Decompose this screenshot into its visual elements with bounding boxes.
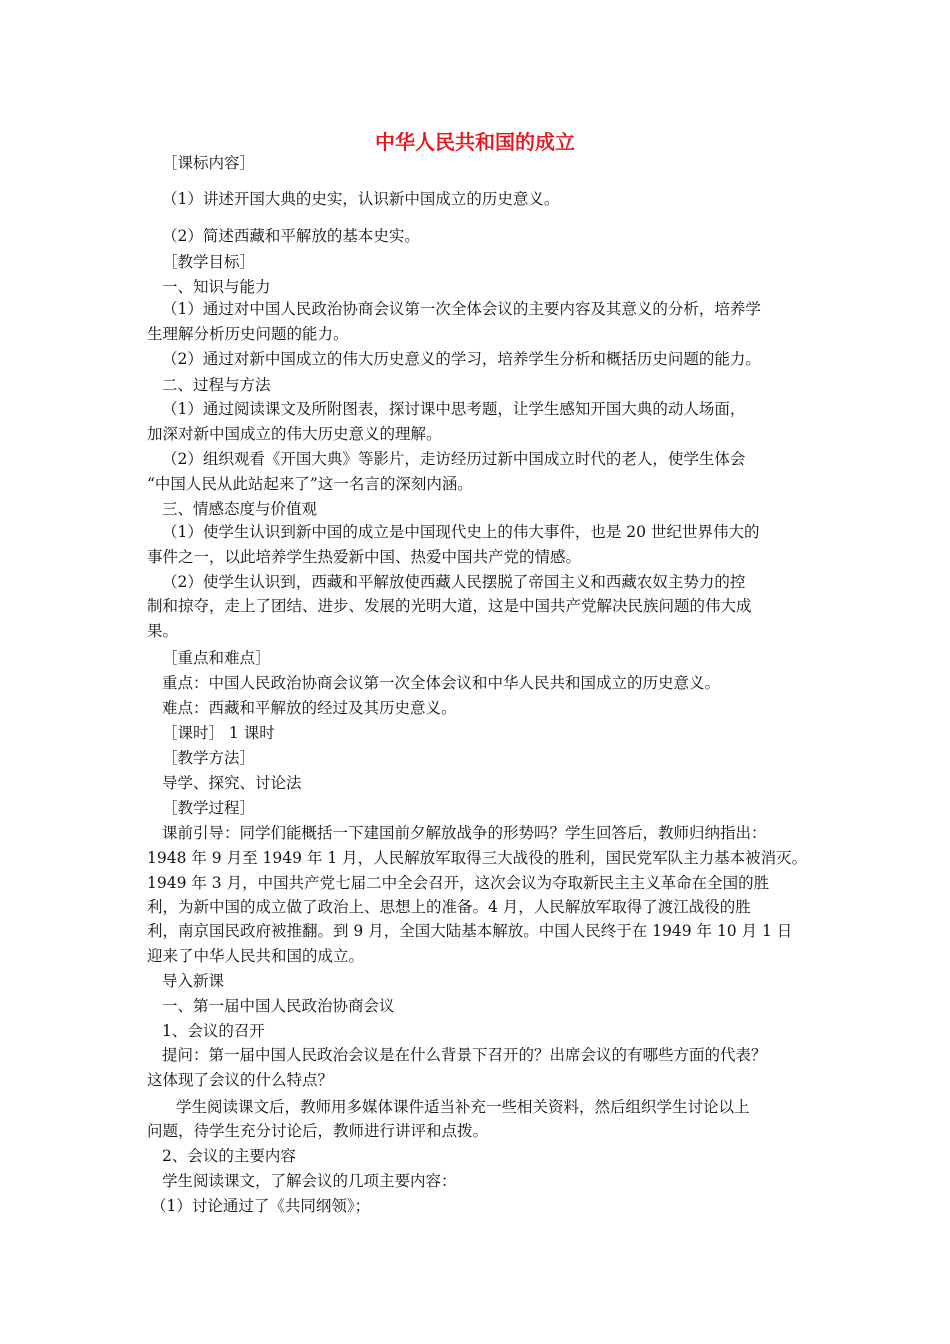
text-line: 学生阅读课文，了解会议的几项主要内容： (162, 1172, 457, 1190)
text-line: 课前引导：同学们能概括一下建国前夕解放战争的形势吗？学生回答后，教师归纳指出： (162, 824, 767, 842)
text-line: 1948 年 9 月至 1949 年 1 月，人民解放军取得三大战役的胜利，国民党军队主力基本被消灭。 (147, 849, 808, 867)
text-line: 问题，待学生充分讨论后，教师进行讲评和点拨。 (147, 1122, 489, 1140)
text-line: （1）讨论通过了《共同纲领》； (151, 1197, 371, 1215)
text-line: （2）简述西藏和平解放的基本史实。 (162, 227, 420, 245)
text-line: 一、知识与能力 (162, 278, 271, 296)
text-line: 学生阅读课文后，教师用多媒体课件适当补充一些相关资料，然后组织学生讨论以上 (176, 1098, 750, 1116)
text-line: ［课标内容］ (162, 154, 256, 172)
text-line: 加深对新中国成立的伟大历史意义的理解。 (147, 425, 442, 443)
text-line: 1949 年 3 月，中国共产党七届二中全会召开，这次会议为夺取新民主主义革命在全国的胜 (147, 874, 770, 892)
text-line: （1）讲述开国大典的史实，认识新中国成立的历史意义。 (162, 190, 560, 208)
text-line: 这体现了会议的什么特点？ (147, 1071, 334, 1089)
document-title: 中华人民共和国的成立 (375, 130, 575, 154)
text-line: 导学、探究、讨论法 (162, 774, 302, 792)
text-line: 果。 (147, 622, 179, 640)
text-line: 生理解分析历史问题的能力。 (147, 325, 349, 343)
text-line: 一、第一届中国人民政治协商会议 (162, 997, 395, 1015)
text-line: （1）通过对中国人民政治协商会议第一次全体会议的主要内容及其意义的分析，培养学 (162, 300, 761, 318)
text-line: 利，为新中国的成立做了政治上、思想上的准备。4 月，人民解放军取得了渡江战役的胜 (147, 898, 751, 916)
text-line: 1、会议的召开 (162, 1022, 265, 1040)
text-line: 导入新课 (162, 972, 225, 990)
text-line: 迎来了中华人民共和国的成立。 (147, 947, 365, 965)
text-line: ［教学方法］ (162, 749, 256, 767)
text-line: （1）通过阅读课文及所附图表，探讨课中思考题，让学生感知开国大典的动人场面， (162, 400, 746, 418)
text-line: （2）组织观看《开国大典》等影片，走访经历过新中国成立时代的老人，使学生体会 (162, 450, 746, 468)
text-line: （1）使学生认识到新中国的成立是中国现代史上的伟大事件，也是 20 世纪世界伟大的 (162, 523, 760, 541)
text-line: 三、情感态度与价值观 (162, 500, 318, 518)
text-line: 提问：第一届中国人民政治会议是在什么背景下召开的？出席会议的有哪些方面的代表？ (162, 1046, 767, 1064)
text-line: ［重点和难点］ (162, 649, 271, 667)
text-line: “中国人民从此站起来了”这一名言的深刻内涵。 (147, 475, 473, 493)
text-line: 制和掠夺，走上了团结、进步、发展的光明大道，这是中国共产党解决民族问题的伟大成 (147, 597, 752, 615)
text-line: 事件之一，以此培养学生热爱新中国、热爱中国共产党的情感。 (147, 548, 582, 566)
text-line: 2、会议的主要内容 (162, 1147, 296, 1165)
text-line: 难点：西藏和平解放的经过及其历史意义。 (162, 699, 457, 717)
text-line: （2）使学生认识到，西藏和平解放使西藏人民摆脱了帝国主义和西藏农奴主势力的控 (162, 573, 746, 591)
text-line: 利，南京国民政府被推翻。到 9 月，全国大陆基本解放。中国人民终于在 1949 年 10 月 1 日 (147, 922, 793, 940)
text-line: ［课时］ 1 课时 (162, 724, 275, 742)
text-line: 二、过程与方法 (162, 376, 271, 394)
text-line: ［教学过程］ (162, 799, 256, 817)
text-line: ［教学目标］ (162, 253, 256, 271)
text-line: 重点：中国人民政治协商会议第一次全体会议和中华人民共和国成立的历史意义。 (162, 674, 721, 692)
text-line: （2）通过对新中国成立的伟大历史意义的学习，培养学生分析和概括历史问题的能力。 (162, 350, 761, 368)
